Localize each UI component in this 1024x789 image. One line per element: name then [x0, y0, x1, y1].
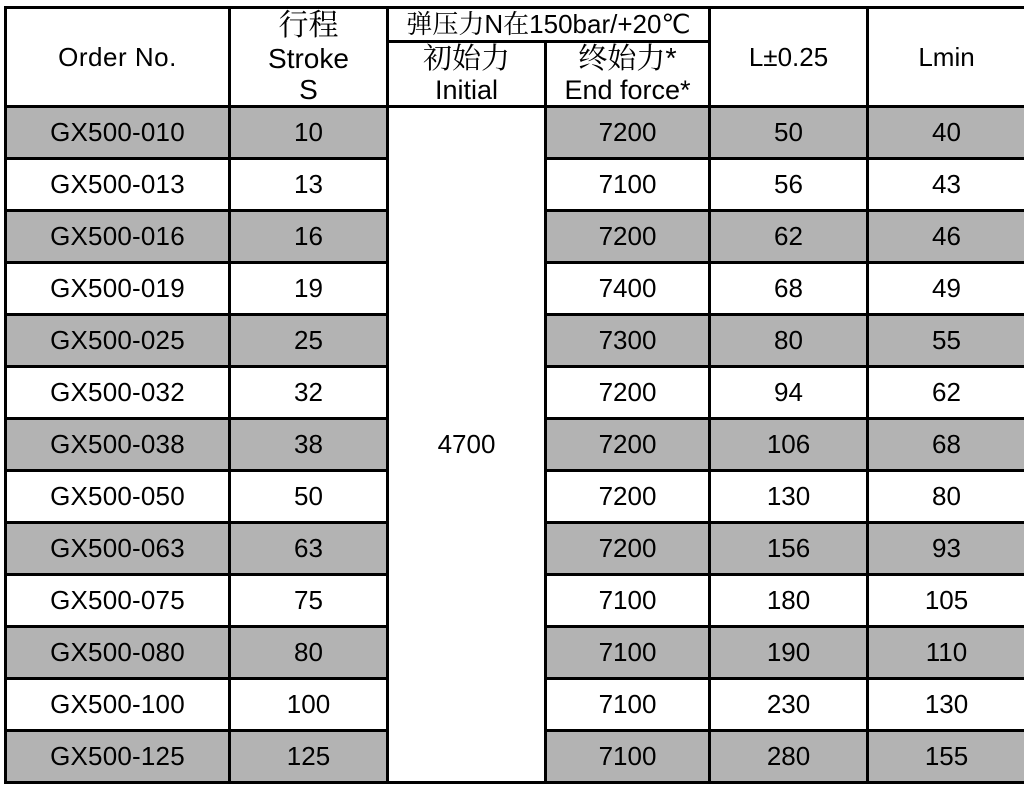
cell-end-force: 7200 — [546, 211, 710, 263]
header-l-tolerance: L±0.25 — [710, 8, 868, 107]
cell-l: 68 — [710, 263, 868, 315]
cell-end-force: 7200 — [546, 367, 710, 419]
cell-lmin: 40 — [868, 107, 1024, 159]
cell-order-no: GX500-016 — [6, 211, 230, 263]
cell-initial-force: 4700 — [388, 107, 546, 783]
cell-stroke: 16 — [230, 211, 388, 263]
cell-stroke: 13 — [230, 159, 388, 211]
cell-lmin: 110 — [868, 627, 1024, 679]
cell-lmin: 155 — [868, 731, 1024, 783]
cell-stroke: 38 — [230, 419, 388, 471]
cell-stroke: 80 — [230, 627, 388, 679]
cell-l: 56 — [710, 159, 868, 211]
cell-order-no: GX500-019 — [6, 263, 230, 315]
cell-order-no: GX500-100 — [6, 679, 230, 731]
header-end-force — [546, 41, 710, 107]
cell-stroke: 125 — [230, 731, 388, 783]
cell-order-no: GX500-080 — [6, 627, 230, 679]
cell-end-force: 7100 — [546, 731, 710, 783]
header-order-no: Order No. — [6, 8, 230, 107]
cell-l: 280 — [710, 731, 868, 783]
header-initial-force-en: Initial — [389, 75, 544, 105]
cell-l: 50 — [710, 107, 868, 159]
cell-stroke: 10 — [230, 107, 388, 159]
cell-end-force: 7200 — [546, 523, 710, 575]
header-initial-force-cn: 初始力 — [389, 43, 544, 75]
cell-l: 180 — [710, 575, 868, 627]
cell-end-force: 7300 — [546, 315, 710, 367]
cell-order-no: GX500-038 — [6, 419, 230, 471]
cell-l: 156 — [710, 523, 868, 575]
cell-lmin: 46 — [868, 211, 1024, 263]
cell-end-force: 7100 — [546, 575, 710, 627]
cell-stroke: 50 — [230, 471, 388, 523]
cell-order-no: GX500-125 — [6, 731, 230, 783]
cell-lmin: 55 — [868, 315, 1024, 367]
cell-order-no: GX500-025 — [6, 315, 230, 367]
cell-l: 94 — [710, 367, 868, 419]
cell-end-force: 7400 — [546, 263, 710, 315]
header-stroke — [230, 8, 388, 107]
cell-order-no: GX500-050 — [6, 471, 230, 523]
cell-l: 80 — [710, 315, 868, 367]
cell-end-force: 7200 — [546, 107, 710, 159]
cell-stroke: 63 — [230, 523, 388, 575]
cell-lmin: 93 — [868, 523, 1024, 575]
header-stroke-symbol: S — [231, 74, 386, 105]
cell-lmin: 68 — [868, 419, 1024, 471]
cell-stroke: 25 — [230, 315, 388, 367]
cell-l: 230 — [710, 679, 868, 731]
cell-lmin: 62 — [868, 367, 1024, 419]
cell-stroke: 32 — [230, 367, 388, 419]
cell-lmin: 43 — [868, 159, 1024, 211]
cell-stroke: 19 — [230, 263, 388, 315]
cell-end-force: 7100 — [546, 679, 710, 731]
header-initial-force — [388, 41, 546, 107]
cell-stroke: 100 — [230, 679, 388, 731]
cell-lmin: 80 — [868, 471, 1024, 523]
cell-order-no: GX500-013 — [6, 159, 230, 211]
cell-l: 190 — [710, 627, 868, 679]
cell-l: 106 — [710, 419, 868, 471]
header-row-top — [6, 8, 1024, 42]
table-row — [6, 107, 1024, 159]
header-force-group: 弹压力N在150bar/+20℃ — [388, 8, 710, 42]
gas-spring-spec-table — [4, 6, 1024, 784]
cell-l: 62 — [710, 211, 868, 263]
header-lmin: Lmin — [868, 8, 1024, 107]
cell-lmin: 49 — [868, 263, 1024, 315]
cell-l: 130 — [710, 471, 868, 523]
table-header — [6, 8, 1024, 107]
cell-order-no: GX500-010 — [6, 107, 230, 159]
table-body — [6, 107, 1024, 783]
cell-end-force: 7200 — [546, 471, 710, 523]
cell-lmin: 105 — [868, 575, 1024, 627]
cell-end-force: 7100 — [546, 159, 710, 211]
cell-order-no: GX500-063 — [6, 523, 230, 575]
cell-order-no: GX500-075 — [6, 575, 230, 627]
cell-lmin: 130 — [868, 679, 1024, 731]
cell-end-force: 7200 — [546, 419, 710, 471]
cell-end-force: 7100 — [546, 627, 710, 679]
cell-order-no: GX500-032 — [6, 367, 230, 419]
spec-sheet — [0, 6, 1024, 789]
header-stroke-en: Stroke — [231, 43, 386, 74]
header-end-force-en: End force* — [547, 75, 708, 105]
header-end-force-cn: 终始力* — [547, 43, 708, 75]
header-stroke-cn: 行程 — [231, 9, 386, 43]
cell-stroke: 75 — [230, 575, 388, 627]
